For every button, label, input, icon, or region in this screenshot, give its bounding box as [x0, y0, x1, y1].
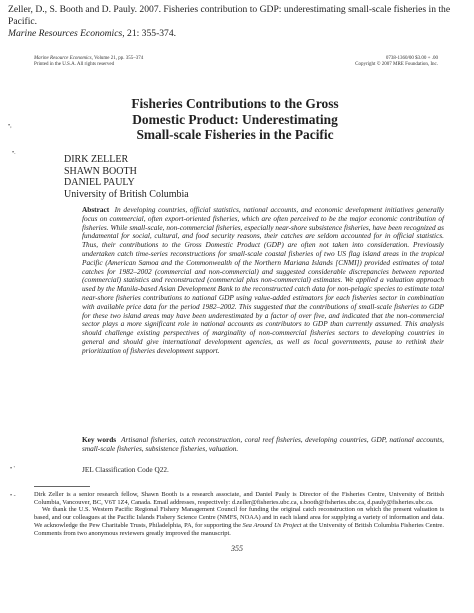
- journal-header-left: [34, 56, 143, 68]
- author-list: [64, 154, 189, 200]
- paper-title: [60, 96, 410, 143]
- scan-mark: • -: [10, 493, 16, 499]
- page-number: 355: [231, 544, 243, 553]
- author-affiliation: University of British Columbia: [64, 188, 189, 200]
- copyright: Copyright © 2007 MRE Foundation, Inc.: [355, 62, 438, 68]
- abstract-label: Abstract: [82, 205, 110, 214]
- title-line: Small-scale Fisheries in the Pacific: [136, 127, 334, 142]
- footnote-acknowledgements: We thank the U.S. Western Pacific Regional Fishery Management Council for funding the original catch reconstruction on which the present valuation is based, and our colleagues at the Pacific Islands Fishery Science Centre (NMFS, NOAA) and in each island area for supplying a variety of information and data. We acknowledge the Pew Charitable Trusts, Philadelphia, PA, for supporting the Sea Around Us Project at the University of British Columbia Fisheries Centre. Comments from two anonymous reviewers greatly improved the manuscript.: [34, 506, 444, 537]
- journal-header-right: [226, 56, 438, 68]
- author-name: SHAWN BOOTH: [64, 165, 137, 177]
- scan-mark: •,: [8, 123, 12, 129]
- citation-block: [8, 4, 468, 40]
- printed-notice: Printed in the U.S.A. All rights reserved: [34, 62, 115, 68]
- keywords-label: Key words: [82, 435, 117, 444]
- footnote: [34, 491, 444, 537]
- citation-journal: Marine Resources Economics: [8, 28, 123, 39]
- scan-mark: •.: [12, 150, 16, 156]
- footnote-divider: [34, 486, 90, 487]
- citation-line: Zeller, D., S. Booth and D. Pauly. 2007. Fisheries contribution to GDP: underestimating small-scale fisheries in the Pacific.: [8, 4, 451, 27]
- footnote-authors: Dirk Zeller is a senior research fellow, Shawn Booth is a research associate, and Daniel Pauly is Director of the Fisheries Centre, University of British Columbia, Vancouver, BC, V6T 1Z4, Canada. Email addresses, respectively: d.zeller@fisheries.ubc.ca, s.booth@fisheries.ubc.ca, d.pauly@fisheries.ubc.ca.: [34, 491, 444, 506]
- title-line: Fisheries Contributions to the Gross: [131, 96, 339, 111]
- issn: 0738-1360/00 $3.00 + .00: [385, 56, 438, 61]
- abstract-text: In developing countries, official statistics, national accounts, and economic development initiatives generally focus on commercial, often export-oriented fisheries, which are often perceived to be the major economic contribution of fisheries. While small-scale, non-commercial fisheries, especially near-shore subsistence fisheries, have been recognized as fundamental for social, cultural, and food security reasons, their catches are seldom accounted for in official statistics. Thus, their contributions to the Gross Domestic Product (GDP) are often not taken into consideration. Previously undertaken catch time-series reconstructions for small-scale coastal fisheries of two US flag island areas in the tropical Pacific (American Samoa and the Commonwealth of the Northern Mariana Islands [CNMI]) provided estimates of total catches for 1982–2002 (commercial and non-commercial) and suggested considerable discrepancies between reported (commercial) statistics and reconstructed (commercial plus non-commercial) estimates. We applied a valuation approach used by the Manila-based Asian Development Bank to the reconstructed catch data for non-pelagic species to estimate total near-shore fisheries contributions to national GDP using value-added estimators for each fisheries sector in combination with available price data for the period 1982–2002. This suggested that the contributions of small-scale fisheries to GDP for these two island areas may have been underestimated by a factor of over five, and indicated that the non-commercial sector plays a more significant role in national accounts as contributors to GDP than currently assumed. This analysis should challenge existing perspectives of marginality of non-commercial fisheries sectors to developing countries in general and should give international development agencies, as well as local governments, pause to rethink their prioritization of fisheries development support.: [82, 205, 444, 355]
- scan-mark: • ': [10, 466, 15, 472]
- keywords-text: Artisanal fisheries, catch reconstruction, coral reef fisheries, developing countries, GDP, national accounts, small-scale fisheries, subsistence fisheries, valuation.: [82, 435, 444, 453]
- journal-name: Marine Resource Economics: [34, 56, 92, 61]
- project-name: Sea Around Us Project: [242, 521, 302, 529]
- author-name: DANIEL PAULY: [64, 177, 135, 188]
- citation-volume: , 21: 355-374.: [122, 28, 177, 39]
- journal-volume: , Volume 21, pp. 355–374: [91, 56, 144, 61]
- abstract: [82, 206, 444, 356]
- title-line: Domestic Product: Underestimating: [132, 111, 338, 127]
- author-name: DIRK ZELLER: [64, 154, 129, 165]
- jel-code: JEL Classification Code Q22.: [82, 465, 169, 474]
- citation-journal-line: [8, 28, 468, 40]
- keywords: [82, 436, 444, 454]
